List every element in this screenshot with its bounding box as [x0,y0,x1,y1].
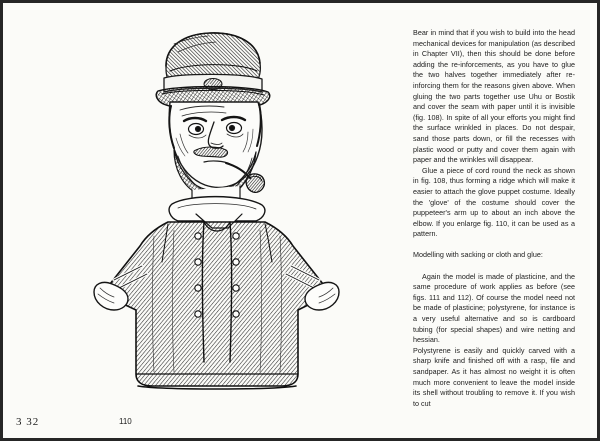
paragraph-3: Again the model is made of plasticine, and the same procedure of work applies as before (see figs. 111 and 112). Of course the model need not be made of plasticine; polystyrene, for instance is a very useful alternative and so is cardboard tubing (for special shapes) and wire netting and hessian. [413,271,575,345]
subheading-modelling: Modelling with sacking or cloth and glue: [413,250,543,260]
paragraph-1: Bear in mind that if you wish to build into the head mechanical devices for manipulation (as described in Chapter VII), then this should be done before adding the re-inforcements, as you have to glue the two halves together immediately after re-inforcing them for the reasons given above. When gluing the two parts together use Uhu or Bostik and cover the seam with paper until it is invisible (fig. 108). In spite of all your efforts you might find the surface wrinkled in places. Do not despair, sand those parts down, or fill the recesses with plastic wood or putty and cover them again with paper and the wrinkles will disappear. [413,28,575,165]
body-text-column [413,28,575,409]
figure-number-label: 110 [119,417,132,426]
page-folio: 3 32 [16,416,40,428]
glove-puppet-illustration [92,22,340,400]
paragraph-4: Polystyrene is easily and quickly carved with a sharp knife and finished off with a rasp, file and sandpaper. As it has almost no weight it is often much more convenient to leave the model inside its shell without troubling to remove it. If you wish to cut [413,345,575,408]
paragraph-2: Glue a piece of cord round the neck as shown in fig. 108, thus forming a ridge which will make it easier to attach the glove puppet costume. Ideally the 'glove' of the costume should cover the puppeteer's arm up to about an inch above the elbow. If you enlarge fig. 110, it can be used as a pattern. [413,165,575,239]
